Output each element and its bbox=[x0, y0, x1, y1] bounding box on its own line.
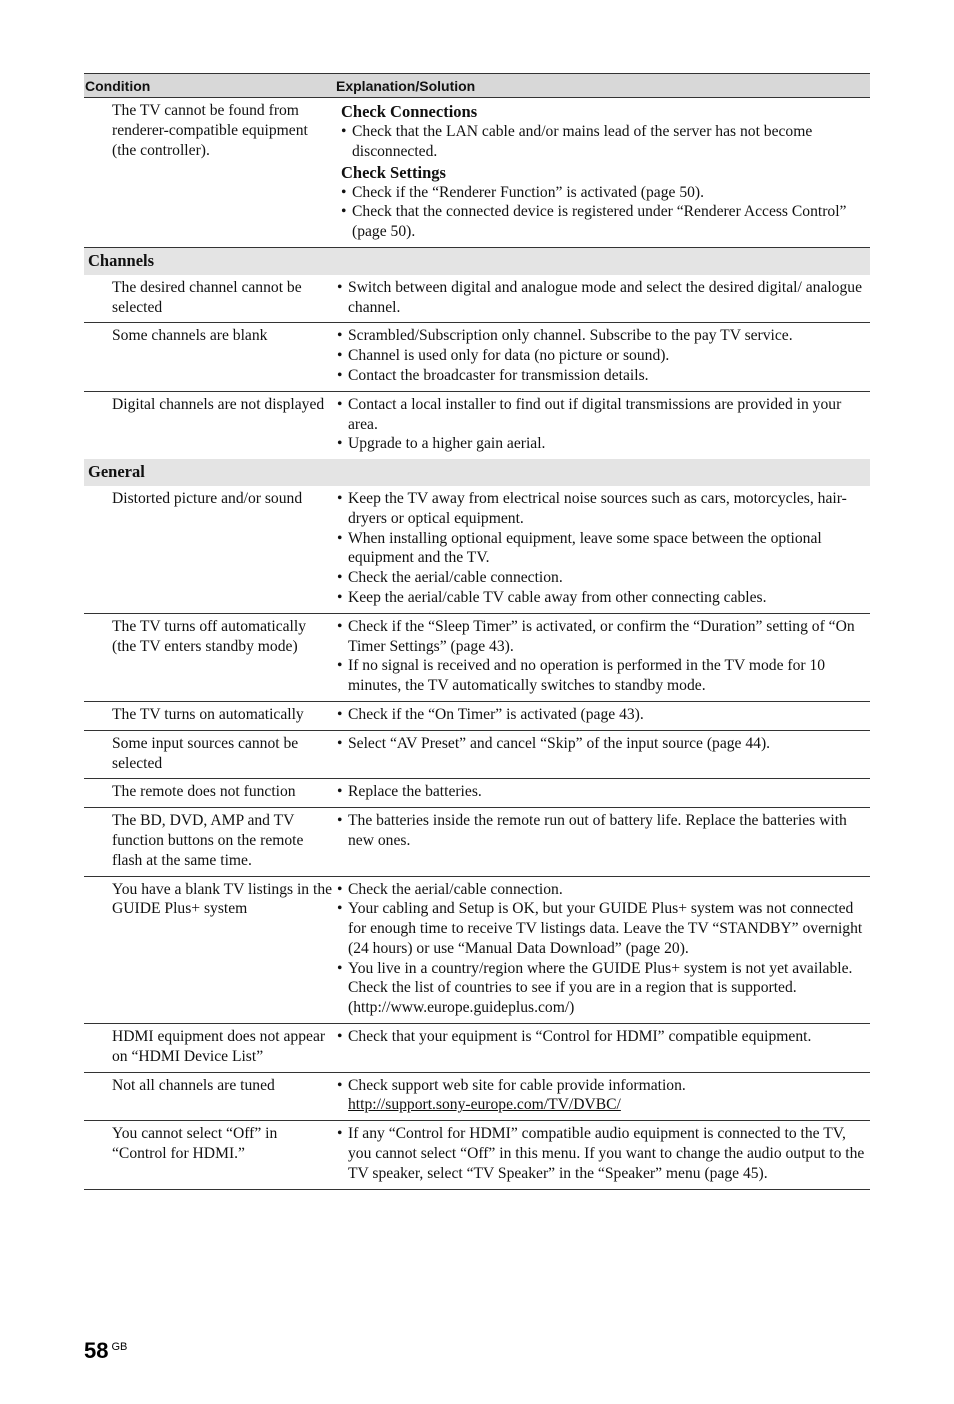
table-row bbox=[84, 275, 870, 323]
solution-cell bbox=[336, 1072, 870, 1121]
condition-cell: Some input sources cannot be selected bbox=[84, 730, 336, 779]
section-title: Channels bbox=[84, 247, 870, 274]
solution-cell bbox=[336, 613, 870, 701]
solution-list bbox=[336, 326, 866, 385]
list-item: • Your cabling and Setup is OK, but your GUIDE Plus+ system was not connected for enough time to receive TV listings data. Leave the TV “STANDBY” overnight (24 hours) or use “Manual Data Download” (page 20). bbox=[336, 899, 866, 958]
solution-list bbox=[336, 1124, 866, 1183]
condition-cell: Some channels are blank bbox=[84, 323, 336, 391]
condition-cell: Not all channels are tuned bbox=[84, 1072, 336, 1121]
solution-cell bbox=[336, 391, 870, 459]
page-number bbox=[84, 1338, 127, 1364]
table-row bbox=[84, 486, 870, 613]
list-item: • Channel is used only for data (no picture or sound). bbox=[336, 346, 866, 366]
list-item: • If no signal is received and no operation is performed in the TV mode for 10 minutes, the TV automatically switches to standby mode. bbox=[336, 656, 866, 696]
solution-cell bbox=[336, 275, 870, 323]
table-header-row bbox=[84, 74, 870, 98]
list-item: • Contact the broadcaster for transmission details. bbox=[336, 366, 866, 386]
solution-list bbox=[336, 489, 866, 608]
header-condition: Condition bbox=[84, 74, 336, 98]
condition-cell: The desired channel cannot be selected bbox=[84, 275, 336, 323]
condition-cell: The BD, DVD, AMP and TV function buttons on the remote flash at the same time. bbox=[84, 808, 336, 876]
table-row bbox=[84, 730, 870, 779]
list-item: • Keep the TV away from electrical noise sources such as cars, motorcycles, hair-dryers or optical equipment. bbox=[336, 489, 866, 529]
solution-list bbox=[336, 880, 866, 999]
solution-list bbox=[336, 278, 866, 318]
list-item: • Keep the aerial/cable TV cable away from other connecting cables. bbox=[336, 588, 866, 608]
sony-support-link[interactable]: http://support.sony-europe.com/TV/DVBC/ bbox=[348, 1096, 621, 1114]
solution-cell bbox=[336, 701, 870, 730]
subheading-check-connections: Check Connections bbox=[341, 102, 478, 121]
solution-cell bbox=[336, 323, 870, 391]
guideplus-url: (http://www.europe.guideplus.com/) bbox=[348, 999, 575, 1017]
condition-cell: You have a blank TV listings in the GUIDE Plus+ system bbox=[84, 876, 336, 1024]
page-number-value: 58 bbox=[84, 1338, 109, 1363]
list-item: • Check that the LAN cable and/or mains lead of the server has not become disconnected. bbox=[340, 122, 866, 162]
condition-cell: HDMI equipment does not appear on “HDMI Device List” bbox=[84, 1024, 336, 1073]
list-item: • Select “AV Preset” and cancel “Skip” of the input source (page 44). bbox=[336, 734, 866, 754]
solution-list bbox=[336, 617, 866, 696]
list-item: • Replace the batteries. bbox=[336, 782, 866, 802]
section-header-general bbox=[84, 459, 870, 486]
header-explanation: Explanation/Solution bbox=[336, 74, 870, 98]
solution-list bbox=[336, 1027, 866, 1047]
condition-cell: The TV cannot be found from renderer-compatible equipment (the controller). bbox=[84, 98, 336, 248]
solution-list bbox=[336, 734, 866, 754]
solution-cell bbox=[336, 779, 870, 808]
solution-cell bbox=[336, 1024, 870, 1073]
list-item: • Check that the connected device is registered under “Renderer Access Control” (page 50). bbox=[340, 202, 866, 242]
table-row bbox=[84, 1121, 870, 1189]
list-item: • Check if the “On Timer” is activated (page 43). bbox=[336, 705, 866, 725]
list-item: • Switch between digital and analogue mode and select the desired digital/ analogue channel. bbox=[336, 278, 866, 318]
list-item: • Check support web site for cable provide information. bbox=[336, 1076, 866, 1096]
condition-cell: The TV turns off automatically (the TV enters standby mode) bbox=[84, 613, 336, 701]
solution-cell bbox=[336, 1121, 870, 1189]
table-row bbox=[84, 98, 870, 248]
troubleshooting-page bbox=[84, 73, 870, 1190]
condition-cell: The remote does not function bbox=[84, 779, 336, 808]
table-row bbox=[84, 323, 870, 391]
table-row bbox=[84, 808, 870, 876]
list-item: • When installing optional equipment, leave some space between the optional equipment and the TV. bbox=[336, 529, 866, 569]
troubleshooting-table bbox=[84, 73, 870, 1190]
solution-list bbox=[336, 705, 866, 725]
table-row bbox=[84, 613, 870, 701]
region-code: GB bbox=[111, 1341, 128, 1353]
list-item: • Contact a local installer to find out if digital transmissions are provided in your area. bbox=[336, 395, 866, 435]
list-item: • Check the aerial/cable connection. bbox=[336, 880, 866, 900]
list-item: • Check if the “Sleep Timer” is activated, or confirm the “Duration” setting of “On Timer Settings” (page 43). bbox=[336, 617, 866, 657]
solution-cell bbox=[336, 730, 870, 779]
condition-cell: The TV turns on automatically bbox=[84, 701, 336, 730]
solution-list bbox=[336, 811, 866, 851]
solution-list bbox=[336, 395, 866, 454]
solution-list bbox=[336, 183, 866, 242]
condition-cell: Distorted picture and/or sound bbox=[84, 486, 336, 613]
table-row bbox=[84, 701, 870, 730]
list-item: • Upgrade to a higher gain aerial. bbox=[336, 434, 866, 454]
solution-list bbox=[336, 782, 866, 802]
solution-cell bbox=[336, 486, 870, 613]
list-item: • You live in a country/region where the GUIDE Plus+ system is not yet available. Check the list of countries to see if you are in a region that is supported. bbox=[336, 959, 866, 999]
list-item: • The batteries inside the remote run out of battery life. Replace the batteries with new ones. bbox=[336, 811, 866, 851]
section-title: General bbox=[84, 459, 870, 486]
list-item: • Check the aerial/cable connection. bbox=[336, 568, 866, 588]
table-row bbox=[84, 1072, 870, 1121]
table-row bbox=[84, 779, 870, 808]
condition-cell: You cannot select “Off” in “Control for HDMI.” bbox=[84, 1121, 336, 1189]
solution-cell bbox=[336, 98, 870, 248]
table-row bbox=[84, 391, 870, 459]
list-item: • Check if the “Renderer Function” is activated (page 50). bbox=[340, 183, 866, 203]
list-item: • Scrambled/Subscription only channel. Subscribe to the pay TV service. bbox=[336, 326, 866, 346]
condition-cell: Digital channels are not displayed bbox=[112, 395, 325, 413]
list-item: • Check that your equipment is “Control for HDMI” compatible equipment. bbox=[336, 1027, 866, 1047]
table-row bbox=[84, 1024, 870, 1073]
solution-cell bbox=[336, 876, 870, 1024]
table-row bbox=[84, 876, 870, 1024]
section-header-channels bbox=[84, 247, 870, 274]
solution-list bbox=[336, 1076, 866, 1096]
list-item: • If any “Control for HDMI” compatible audio equipment is connected to the TV, you cannot select “Off” in this menu. If you want to change the audio output to the TV speaker, select “TV Speaker” in the “Speaker” menu (page 45). bbox=[336, 1124, 866, 1183]
subheading-check-settings: Check Settings bbox=[341, 162, 446, 182]
solution-cell bbox=[336, 808, 870, 876]
solution-list bbox=[336, 122, 866, 162]
